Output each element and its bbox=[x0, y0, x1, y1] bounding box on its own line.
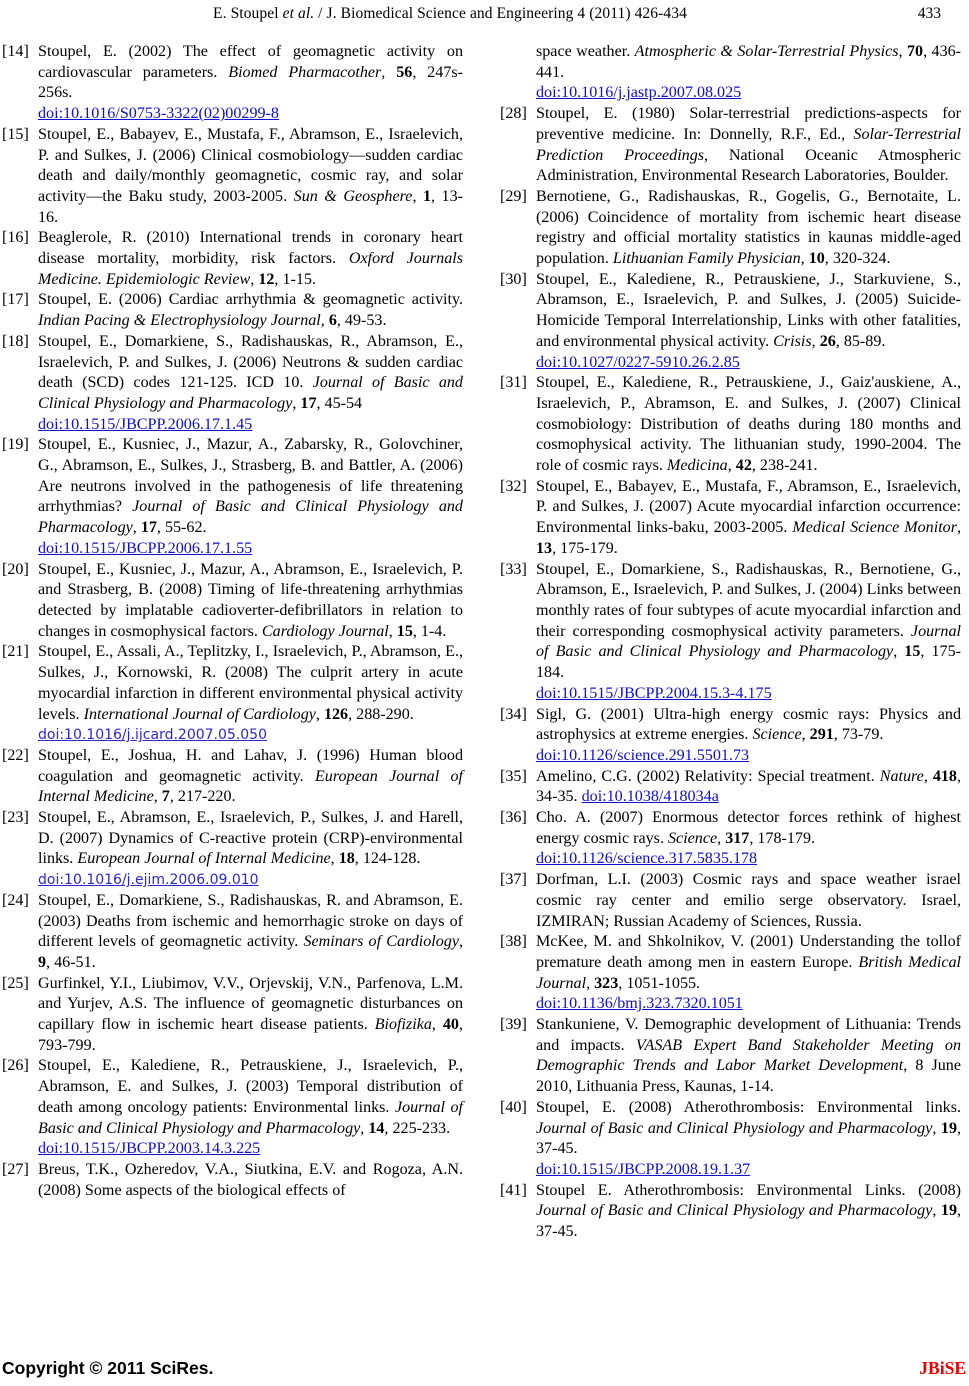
reference-text: , bbox=[153, 788, 162, 806]
reference-number: [29] bbox=[500, 187, 527, 205]
reference-text: , 247s-256s. bbox=[38, 63, 464, 102]
reference-text: , 436-441. bbox=[536, 43, 962, 81]
doi-link[interactable]: doi:10.1016/S0753-3322(02)00299-8 bbox=[38, 105, 279, 123]
reference-item bbox=[500, 560, 961, 705]
journal-title: Biomed Pharmacother bbox=[228, 63, 382, 81]
reference-text: Stoupel, E. (2008) Atherothrombosis: Environmental links. bbox=[536, 1098, 961, 1116]
reference-text: , bbox=[250, 270, 259, 288]
volume-number: 418 bbox=[932, 767, 957, 785]
reference-text: , 288-290. bbox=[348, 705, 414, 723]
reference-item bbox=[500, 870, 961, 932]
journal-title: Cardiology Journal bbox=[261, 622, 389, 640]
reference-number: [16] bbox=[2, 229, 29, 247]
reference-text: , 55-62. bbox=[156, 519, 207, 537]
journal-title: Journal of Basic and Clinical Physiology and Pharmacology bbox=[38, 374, 463, 412]
reference-item bbox=[2, 746, 463, 808]
doi-link[interactable]: doi:10.1515/JBCPP.2006.17.1.45 bbox=[38, 415, 253, 433]
volume-number: 17 bbox=[140, 519, 157, 537]
journal-title: British Medical Journal bbox=[536, 953, 962, 992]
reference-text: , bbox=[717, 829, 726, 847]
reference-text: , 238-241. bbox=[751, 457, 818, 475]
volume-number: 6 bbox=[328, 312, 337, 330]
reference-text: Stankuniene, V. Demographic development of Lithuania: Trends and impacts. bbox=[536, 1016, 961, 1054]
reference-text: Stoupel, E., Assali, A., Teplitzky, I., Israelevich, P., Abramson, E., Sulkes, J., Kornowski, R. (2008) The culprit artery in acute myocardial infarction in different environmental physical activity levels. bbox=[38, 643, 463, 723]
volume-number: 19 bbox=[940, 1202, 957, 1220]
volume-number: 317 bbox=[725, 829, 750, 847]
journal-title: Crisis bbox=[773, 332, 812, 350]
reference-text: Stoupel, E., Kalediene, R., Petrauskiene, J., Gaiz'auskiene, A., Israelevich, P., Abramson, E. and Sulkes, J. (2007) Clinical cosmobiology: Distribution of deaths during 180 months and cosmophysical activity. The lithuanian study, 1990-2004. The role of cosmic rays. bbox=[536, 374, 961, 475]
volume-number: 12 bbox=[258, 270, 275, 288]
volume-number: 70 bbox=[906, 43, 924, 60]
running-head-authors: E. Stoupel bbox=[213, 5, 283, 22]
running-head-journal: / J. Biomedical Science and Engineering 4 (2011) 426-434 bbox=[314, 5, 687, 22]
journal-title: Lithuanian Family Physician bbox=[612, 250, 801, 268]
volume-number: 323 bbox=[594, 974, 619, 992]
reference-item bbox=[2, 435, 463, 559]
journal-title: European Journal of Internal Medicine bbox=[38, 767, 463, 806]
reference-text: Stoupel, E., Kusniec, J., Mazur, A., Abramson, E., Israelevich, P. and Strasberg, B. (2008) Timing of life-threatening arrhythmias detected by implatable cadioverter-defibrillators in relation to changes in cosmophysical factors. bbox=[38, 560, 463, 640]
reference-text: , National Oceanic Atmospheric Administration, Environmental Research Laboratories, Boulder. bbox=[536, 146, 961, 185]
journal-title: Science bbox=[668, 829, 718, 847]
reference-text: , bbox=[800, 250, 809, 268]
reference-text: , 178-179. bbox=[749, 829, 816, 847]
reference-item bbox=[2, 42, 463, 125]
reference-text: , bbox=[811, 332, 820, 350]
reference-item bbox=[2, 290, 463, 331]
reference-number: [24] bbox=[2, 891, 29, 909]
reference-text: , 1-4. bbox=[412, 622, 447, 640]
reference-item bbox=[500, 808, 961, 870]
reference-number: [41] bbox=[500, 1181, 527, 1199]
running-head bbox=[0, 5, 900, 23]
journal-title: Journal of Basic and Clinical Physiology and Pharmacology bbox=[536, 1202, 933, 1220]
doi-link[interactable]: doi:10.1016/j.ejim.2006.09.010 bbox=[38, 872, 259, 889]
reference-text: , bbox=[586, 974, 595, 992]
reference-text: , bbox=[801, 726, 810, 744]
reference-item bbox=[2, 560, 463, 643]
reference-item bbox=[500, 1181, 961, 1243]
references-column-left bbox=[2, 42, 463, 1243]
reference-item bbox=[500, 705, 961, 767]
reference-number: [33] bbox=[500, 560, 527, 578]
volume-number: 26 bbox=[819, 332, 836, 350]
reference-number: [14] bbox=[2, 43, 29, 60]
doi-link[interactable]: doi:10.1515/JBCPP.2003.14.3.225 bbox=[38, 1140, 261, 1158]
reference-number: [37] bbox=[500, 871, 527, 889]
volume-number: 1 bbox=[422, 187, 432, 205]
reference-item bbox=[2, 125, 463, 229]
reference-text: Stoupel, E., Domarkiene, S., Radishauskas, R., Bernotiene, G., Abramson, E., Israelevich, P. and Sulkes, J. (2004) Links between monthly rates of four subtypes of acute myocardial infarction and their corresponding cosmophysical activity parameters. bbox=[536, 560, 961, 640]
reference-text: , bbox=[923, 767, 933, 785]
journal-title: International Journal of Cardiology bbox=[83, 705, 316, 723]
reference-text: , bbox=[360, 1119, 369, 1137]
reference-text: , 1051-1055. bbox=[618, 974, 701, 992]
reference-text: , 37-45. bbox=[536, 1202, 962, 1241]
reference-text: , bbox=[932, 1202, 941, 1220]
doi-link[interactable]: doi:10.1016/j.jastp.2007.08.025 bbox=[536, 84, 742, 102]
reference-text: Stoupel, E., Kalediene, R., Petrauskiene, J., Israelevich, P., Abramson, E. and Sulkes, J. (2003) Temporal distribution of death among oncology patients: Environmental links. bbox=[38, 1057, 463, 1116]
journal-title: Nature bbox=[879, 767, 924, 785]
reference-number: [31] bbox=[500, 374, 527, 392]
reference-number: [36] bbox=[500, 809, 527, 827]
journal-title: Journal of Basic and Clinical Physiology and Pharmacology bbox=[38, 498, 463, 537]
reference-text: Stoupel, E., Abramson, E., Israelevich, P., Sulkes, J. and Harell, D. (2007) Dynamics of C-reactive protein (CRP)-environmental links. bbox=[38, 809, 463, 868]
reference-text: , 225-233. bbox=[384, 1119, 451, 1137]
reference-item bbox=[2, 891, 463, 974]
reference-text: , bbox=[292, 394, 301, 412]
reference-text: Stoupel, E., Joshua, H. and Lahav, J. (1996) Human blood coagulation and geomagnetic activity. bbox=[38, 746, 463, 785]
reference-text: , 8 June 2010, Lithuania Press, Kaunas, 1-14. bbox=[536, 1057, 961, 1096]
reference-text: , bbox=[431, 1016, 443, 1034]
volume-number: 15 bbox=[396, 622, 413, 640]
reference-text: Stoupel, E., Domarkiene, S., Radishauskas, R., Abramson, E., Israelevich, P. and Sulkes, J. (2006) Neutrons & sudden cardiac death (SCD) codes 121-125. ICD 10. bbox=[38, 332, 463, 392]
reference-number: [38] bbox=[500, 933, 527, 951]
reference-number: [26] bbox=[2, 1057, 29, 1075]
reference-text: , 175-184. bbox=[536, 643, 961, 682]
journal-title: Biofizika bbox=[374, 1016, 432, 1034]
volume-number: 9 bbox=[38, 953, 47, 971]
reference-text: , bbox=[898, 43, 907, 60]
volume-number: 14 bbox=[368, 1119, 385, 1137]
reference-number: [20] bbox=[2, 560, 29, 578]
reference-text: , bbox=[932, 1119, 941, 1137]
references-column-right bbox=[500, 42, 961, 1243]
reference-text: , bbox=[893, 643, 905, 661]
doi-link[interactable]: doi:10.1515/JBCPP.2004.15.3-4.175 bbox=[536, 684, 772, 702]
reference-item bbox=[2, 974, 463, 1057]
page-number: 433 bbox=[917, 5, 941, 22]
reference-number: [23] bbox=[2, 809, 29, 827]
reference-text: , bbox=[388, 622, 397, 640]
reference-number: [35] bbox=[500, 767, 527, 785]
reference-text: , 793-799. bbox=[38, 1016, 463, 1054]
doi-link[interactable]: doi:10.1027/0227-5910.26.2.85 bbox=[536, 353, 740, 371]
reference-text: , 46-51. bbox=[46, 953, 96, 971]
reference-number: [19] bbox=[2, 436, 29, 454]
reference-text: Stoupel E. Atherothrombosis: Environmental Links. (2008) bbox=[536, 1181, 961, 1199]
reference-text: , bbox=[330, 850, 339, 868]
reference-text: , 45-54 bbox=[316, 394, 363, 412]
doi-link[interactable]: doi:10.1136/bmj.323.7320.1051 bbox=[536, 995, 743, 1013]
volume-number: 10 bbox=[808, 250, 825, 268]
reference-text: , 175-179. bbox=[552, 539, 618, 557]
reference-number: [32] bbox=[500, 477, 527, 495]
reference-item bbox=[2, 642, 463, 746]
reference-text: , bbox=[315, 705, 324, 723]
journal-title: Medicina bbox=[666, 457, 728, 475]
volume-number: 7 bbox=[161, 788, 170, 806]
doi-link[interactable]: doi:10.1515/JBCPP.2006.17.1.55 bbox=[38, 539, 253, 557]
reference-item bbox=[500, 932, 961, 1015]
journal-code-badge: JBiSE bbox=[919, 1358, 966, 1378]
reference-text: , 49-53. bbox=[336, 312, 387, 330]
reference-text: , 1-15. bbox=[274, 270, 316, 288]
journal-title: Medical Science Monitor bbox=[792, 519, 957, 537]
reference-text: , 217-220. bbox=[169, 788, 236, 806]
journal-title: European Journal of Internal Medicine bbox=[77, 850, 331, 868]
reference-item bbox=[2, 228, 463, 290]
reference-item bbox=[500, 104, 961, 187]
reference-text: , 85-89. bbox=[835, 332, 886, 350]
journal-title: Journal of Basic and Clinical Physiology and Pharmacology bbox=[536, 1119, 933, 1137]
reference-text: McKee, M. and Shkolnikov, V. (2001) Understanding the tollof premature death among men in eastern Europe. bbox=[536, 933, 961, 971]
journal-title: Atmospheric & Solar-Terrestrial Physics bbox=[634, 43, 899, 60]
reference-text: Beaglerole, R. (2010) International trends in coronary heart disease mortality, morbidity, risk factors. bbox=[38, 229, 463, 268]
reference-number: [18] bbox=[2, 332, 29, 350]
journal-title: Indian Pacing & Electrophysiology Journal bbox=[38, 312, 321, 330]
reference-number: [17] bbox=[2, 291, 29, 309]
reference-item bbox=[500, 270, 961, 374]
reference-text: Stoupel, E., Kusniec, J., Mazur, A., Zabarsky, R., Golovchiner, G., Abramson, E., Sulkes, J., Strasberg, B. and Battler, A. (2006) Are neutrons involved in the pathogenesis of life threatening arrhythmias? bbox=[38, 436, 463, 516]
references-section bbox=[2, 42, 961, 1243]
reference-item bbox=[500, 1015, 961, 1098]
journal-title: Journal of Basic and Clinical Physiology and Pharmacology bbox=[38, 1098, 464, 1137]
reference-text: , bbox=[956, 519, 962, 537]
reference-number: [22] bbox=[2, 746, 29, 764]
reference-text: Breus, T.K., Ozheredov, V.A., Siutkina, E.V. and Rogoza, A.N. (2008) Some aspects of the biological effects of bbox=[38, 1160, 463, 1199]
reference-text: Stoupel, E. (1980) Solar-terrestrial predictions-aspects for preventive medicine. In: Donnelly, R.F., Ed., bbox=[536, 105, 961, 143]
reference-item bbox=[500, 187, 961, 270]
reference-text: Stoupel, E. (2006) Cardiac arrhythmia & geomagnetic activity. bbox=[38, 291, 463, 309]
reference-text: Sigl, G. (2001) Ultra-high energy cosmic rays: Physics and astrophysics at extreme energies. bbox=[536, 705, 961, 744]
reference-number: [15] bbox=[2, 125, 29, 143]
reference-text: , bbox=[132, 519, 141, 537]
reference-text: Dorfman, L.I. (2003) Cosmic rays and space weather israel cosmic ray center and emilio serge observatory. Israel, IZMIRAN; Russian Academy of Sciences, Russia. bbox=[536, 871, 961, 930]
volume-number: 126 bbox=[323, 705, 349, 723]
journal-title: Solar-Terrestrial Prediction Proceedings bbox=[536, 125, 961, 164]
reference-number: [27] bbox=[2, 1160, 29, 1178]
reference-text: , 34-35. bbox=[536, 767, 961, 806]
doi-link[interactable]: doi:10.1515/JBCPP.2008.19.1.37 bbox=[536, 1160, 751, 1178]
reference-text: , bbox=[458, 933, 463, 951]
reference-text: Bernotiene, G., Radishauskas, R., Gogelis, G., Bernotaite, L. (2006) Coincidence of mortality from ischemic heart disease registry and official mortality statistics in kaunas middle-aged population. bbox=[536, 187, 961, 268]
doi-link[interactable]: doi:10.1038/418034a bbox=[581, 788, 719, 806]
reference-item bbox=[2, 332, 463, 436]
volume-number: 56 bbox=[396, 63, 413, 81]
reference-text: Stoupel, E., Kalediene, R., Petrauskiene, J., Starkuviene, S., Abramson, E., Israelevich, P. and Sulkes, J. (2005) Suicide-Homicide Temporal Interrelationship, Links with other fatalities, and environmental physical activity. bbox=[536, 270, 961, 350]
doi-link[interactable]: doi:10.1126/science.291.5501.73 bbox=[536, 746, 750, 764]
journal-title: Journal of Basic and Clinical Physiology and Pharmacology bbox=[536, 622, 961, 661]
reference-text: , bbox=[412, 187, 423, 205]
journal-title: Sun & Geosphere bbox=[293, 187, 413, 205]
reference-text: Stoupel, E., Domarkiene, S., Radishauskas, R. and Abramson, E. (2003) Deaths from ischemic and hemorrhagic stroke on days of different levels of geomagnetic activity. bbox=[38, 891, 463, 951]
reference-item bbox=[2, 1056, 463, 1160]
reference-text: , bbox=[381, 63, 397, 81]
journal-title: Seminars of Cardiology bbox=[303, 933, 459, 951]
reference-text: Cho. A. (2007) Enormous detector forces rethink of highest energy cosmic rays. bbox=[536, 809, 961, 847]
reference-number: [40] bbox=[500, 1098, 527, 1116]
reference-text: , bbox=[727, 457, 736, 475]
reference-text: Stoupel, E., Babayev, E., Mustafa, F., Abramson, E., Israelevich, P. and Sulkes, J. (2007) Acute myocardial infarction occurrence: Environmental links-baku, 2003-2005. bbox=[536, 477, 961, 537]
volume-number: 18 bbox=[338, 850, 355, 868]
reference-text: Stoupel, E. (2002) The effect of geomagnetic activity on cardiovascular parameters. bbox=[38, 43, 463, 81]
reference-number: [25] bbox=[2, 974, 29, 992]
reference-text: , 124-128. bbox=[354, 850, 421, 868]
reference-number: [39] bbox=[500, 1016, 527, 1034]
doi-link[interactable]: doi:10.1016/j.ijcard.2007.05.050 bbox=[38, 727, 267, 744]
reference-text: , 13-16. bbox=[38, 187, 463, 226]
reference-item bbox=[2, 808, 463, 891]
reference-text: , 320-324. bbox=[824, 250, 891, 268]
volume-number: 291 bbox=[809, 726, 834, 744]
reference-item bbox=[500, 767, 961, 808]
doi-link[interactable]: doi:10.1126/science.317.5835.178 bbox=[536, 850, 758, 868]
reference-item bbox=[500, 477, 961, 560]
reference-item bbox=[2, 1160, 463, 1201]
reference-text: Stoupel, E., Babayev, E., Mustafa, F., Abramson, E., Israelevich, P. and Sulkes, J. (2006) Clinical cosmobiology—sudden cardiac death and daily/monthly geomagnetic, cosmic ray, and solar activity—the Baku study, 2003-2005. bbox=[38, 125, 463, 205]
reference-number: [28] bbox=[500, 105, 527, 123]
reference-number: [34] bbox=[500, 705, 527, 723]
reference-text: Amelino, C.G. (2002) Relativity: Special treatment. bbox=[536, 767, 880, 785]
reference-text: space weather. bbox=[536, 43, 635, 60]
reference-number: [30] bbox=[500, 270, 527, 288]
copyright-notice: Copyright © 2011 SciRes. bbox=[2, 1358, 214, 1378]
running-head-et-al: et al. bbox=[282, 5, 315, 22]
volume-number: 17 bbox=[300, 394, 317, 412]
reference-text: , bbox=[320, 312, 329, 330]
reference-text: Gurfinkel, Y.I., Liubimov, V.V., Orjevskij, V.N., Parfenova, L.M. and Yurjev, A.S. The influence of geomagnetic disturbances on capillary flow in ischemic heart disease patients. bbox=[38, 974, 463, 1034]
reference-item bbox=[500, 1098, 961, 1181]
reference-number: [21] bbox=[2, 643, 29, 661]
volume-number: 42 bbox=[735, 457, 752, 475]
volume-number: 19 bbox=[940, 1119, 957, 1137]
journal-title: VASAB Expert Band Stakeholder Meeting on Demographic Trends and Labor Market Development bbox=[536, 1036, 961, 1075]
volume-number: 13 bbox=[536, 539, 553, 557]
volume-number: 40 bbox=[442, 1016, 459, 1034]
volume-number: 15 bbox=[904, 643, 921, 661]
journal-title: Science bbox=[752, 726, 802, 744]
journal-title: Oxford Journals Medicine. Epidemiologic Review bbox=[38, 250, 463, 288]
reference-continuation bbox=[500, 42, 961, 104]
reference-item bbox=[500, 373, 961, 477]
reference-text: , 37-45. bbox=[536, 1119, 962, 1158]
reference-text: , 73-79. bbox=[833, 726, 884, 744]
